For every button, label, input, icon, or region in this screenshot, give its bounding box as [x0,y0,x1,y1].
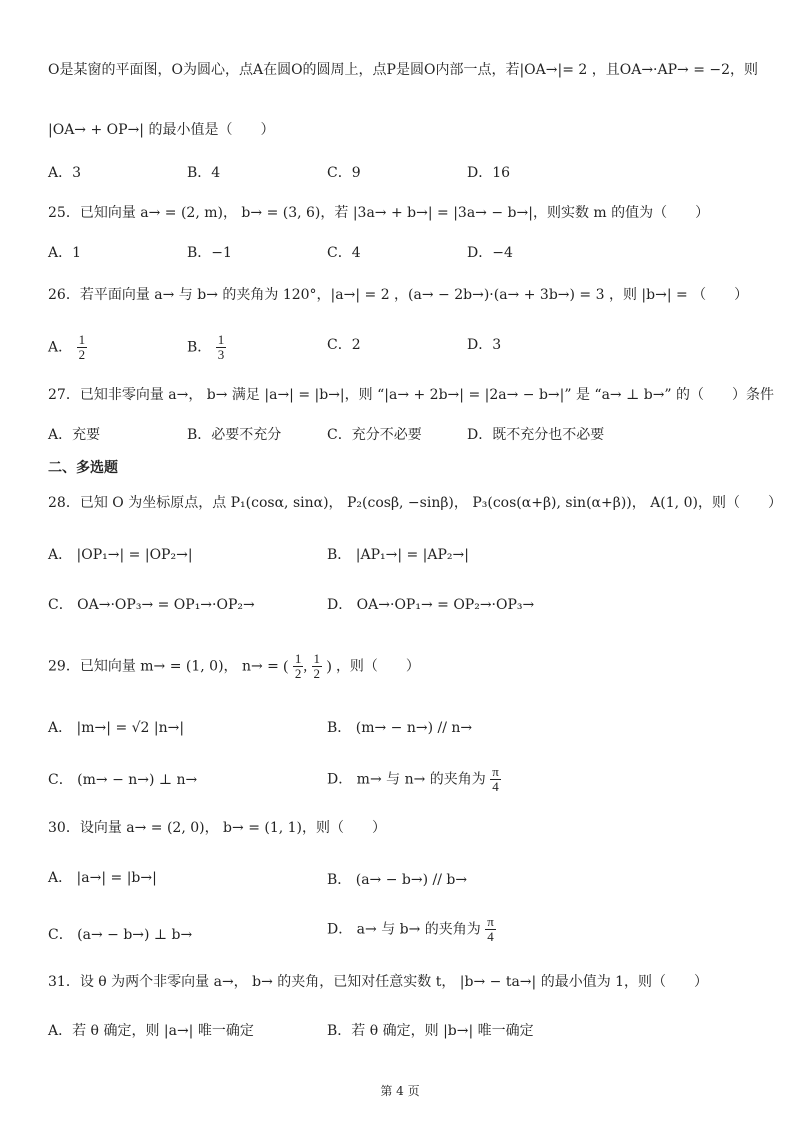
q24-option-b: B．4 [187,165,221,181]
q29-option-d-label: D． m→ 与 n→ 的夹角为 [327,771,491,788]
q26-option-c: C．2 [327,337,361,353]
q28-option-c: C． OA→·OP₃→ = OP₁→·OP₂→ [48,597,255,613]
q26-option-d: D．3 [467,337,502,353]
q27-option-c: C．充分不必要 [327,427,422,443]
fraction-denominator: 2 [78,347,86,362]
q29-stem-pre: 29．已知向量 m→ = (1, 0)， n→ = [48,658,284,675]
q30-option-d-fraction [485,915,496,944]
q29-n-y-fraction [312,652,323,681]
q27-option-b: B．必要不充分 [187,427,282,443]
q30-option-a: A． |a→| = |b→| [48,870,157,886]
paren-close: ) [326,658,332,675]
page-number: 第 4 页 [380,1084,420,1098]
fraction-numerator: π [487,914,494,929]
q30-option-d [327,915,496,944]
q26-option-a-label: A． [48,339,73,356]
fraction-denominator: 3 [217,347,225,362]
q26-stem: 26．若平面向量 a→ 与 b→ 的夹角为 120°，|a→| = 2 ，(a→ − 2b→)·(a→ + 3b→) = 3 ，则 |b→| = （ ） [48,287,749,303]
q29-stem-post: ，则（ ） [335,658,420,675]
q29-option-d [327,765,501,794]
fraction-numerator: 1 [78,332,86,347]
q28-option-a: A． |OP₁→| = |OP₂→| [48,547,193,563]
q26-option-b-fraction [216,333,227,362]
q27-stem: 27．已知非零向量 a→， b→ 满足 |a→| = |b→|，则 “|a→ + 2b→| = |2a→ − b→|” 是 “a→ ⊥ b→” 的（ ）条件 [48,387,775,403]
q24-stem-line2: |OA→ + OP→| 的最小值是（ ） [48,122,275,138]
q29-option-d-fraction [490,765,501,794]
q29-option-c: C． (m→ − n→) ⊥ n→ [48,772,198,788]
q26-option-b [187,333,226,362]
q26-option-a-fraction [77,333,88,362]
q25-stem: 25．已知向量 a→ = (2, m)， b→ = (3, 6)，若 |3a→ + b→| = |3a→ − b→|，则实数 m 的值为（ ） [48,205,710,221]
q25-option-a: A．1 [48,245,82,261]
fraction-numerator: 1 [294,651,302,666]
q30-stem: 30．设向量 a→ = (2, 0)， b→ = (1, 1)，则（ ） [48,820,387,836]
q27-option-a: A．充要 [48,427,101,443]
fraction-numerator: π [492,764,499,779]
q28-option-b: B． |AP₁→| = |AP₂→| [327,547,469,563]
section-heading: 二、多选题 [48,460,118,476]
fraction-denominator: 4 [492,779,499,794]
fraction-numerator: 1 [217,332,225,347]
q30-option-b: B． (a→ − b→) // b→ [327,872,468,888]
q29-stem [48,652,420,681]
q29-option-b: B． (m→ − n→) // n→ [327,720,473,736]
q29-option-a: A． |m→| = √2 |n→| [48,720,185,736]
q26-option-a [48,333,87,362]
q25-option-b: B．−1 [187,245,232,261]
q30-option-c: C． (a→ − b→) ⊥ b→ [48,927,193,943]
q27-option-d: D．既不充分也不必要 [467,427,605,443]
fraction-denominator: 2 [313,666,321,681]
paren-open: ( [283,658,289,675]
q28-option-d: D． OA→·OP₁→ = OP₂→·OP₃→ [327,597,535,613]
comma: , [303,658,308,675]
fraction-numerator: 1 [313,651,321,666]
q28-stem: 28．已知 O 为坐标原点，点 P₁(cosα, sinα)， P₂(cosβ, −sinβ)， P₃(cos(α+β), sin(α+β))， A(1, 0)，则（ ） [48,495,782,511]
fraction-denominator: 2 [294,666,302,681]
q30-option-d-label: D． a→ 与 b→ 的夹角为 [327,921,486,938]
q29-n-x-fraction [293,652,304,681]
q31-stem: 31．设 θ 为两个非零向量 a→， b→ 的夹角，已知对任意实数 t， |b→ − ta→| 的最小值为 1，则（ ） [48,974,709,990]
q25-option-c: C．4 [327,245,361,261]
q24-option-a: A．3 [48,165,82,181]
q25-option-d: D．−4 [467,245,513,261]
fraction-denominator: 4 [487,929,494,944]
q24-option-c: C．9 [327,165,361,181]
q24-option-d: D．16 [467,165,511,181]
q31-option-a: A．若 θ 确定，则 |a→| 唯一确定 [48,1023,254,1039]
q26-option-b-label: B． [187,339,212,356]
q24-stem-line1: O是某窗的平面图，O为圆心，点A在圆O的圆周上，点P是圆O内部一点，若|OA→|= 2 ，且OA→·AP→ = −2，则 [48,62,759,78]
q31-option-b: B．若 θ 确定，则 |b→| 唯一确定 [327,1023,534,1039]
